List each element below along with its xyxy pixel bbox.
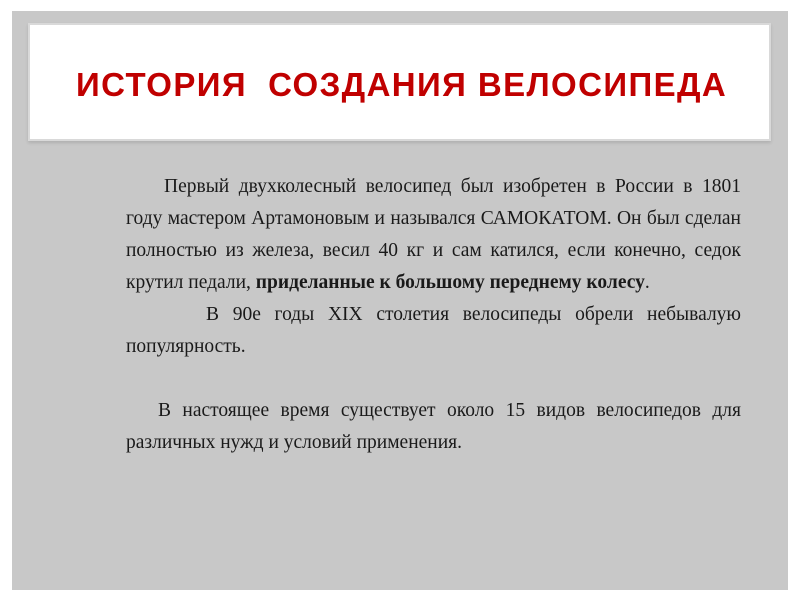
paragraph-history <box>126 171 741 299</box>
body-text <box>126 171 741 459</box>
slide-title: ИСТОРИЯ СОЗДАНИЯ ВЕЛОСИПЕДА <box>76 66 728 103</box>
paragraph-history-end: . <box>644 272 650 293</box>
paragraph-history-text: Первый двухколесный велосипед был изобретен в России в 1801 году мастером Артамоновым и назывался САМОКАТОМ. Он был сделан полностью из железа, весил 40 кг и сам катился, если конечно, седок крутил педали, <box>126 176 741 293</box>
paragraph-history-bold: приделанные к большому переднему колесу <box>255 272 645 293</box>
paragraph-popularity: В 90е годы XIX столетия велосипеды обрели небывалую популярность. <box>126 304 741 357</box>
paragraph-present: В настоящее время существует около 15 видов велосипедов для различных нужд и условий применения. <box>126 400 741 453</box>
